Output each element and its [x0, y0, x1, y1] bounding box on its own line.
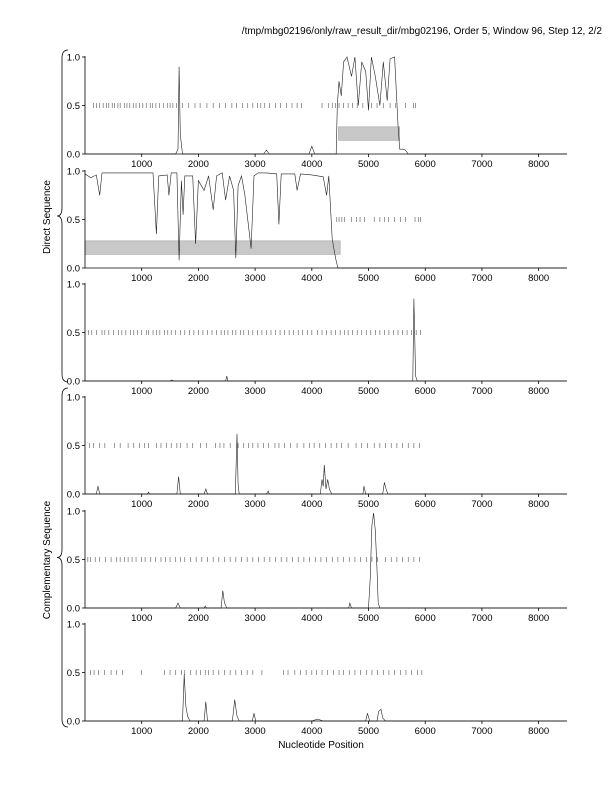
x-tick-label: 3000	[244, 273, 266, 284]
y-tick-label: 1.0	[66, 166, 80, 178]
y-tick-label: 0.5	[66, 101, 80, 112]
x-tick-label: 2000	[187, 159, 209, 170]
x-tick-label: 6000	[414, 386, 436, 397]
y-tick-label: 0.0	[66, 716, 80, 728]
group-label-direct: Direct Sequence	[42, 180, 53, 254]
x-tick-label: 5000	[357, 386, 380, 397]
x-tick-label: 2000	[187, 613, 209, 624]
x-tick-label: 4000	[301, 386, 323, 397]
x-tick-label: 7000	[471, 613, 493, 624]
x-tick-label: 2000	[187, 273, 209, 284]
x-tick-label: 5000	[357, 499, 380, 510]
y-tick-label: 0.5	[66, 328, 80, 339]
x-tick-label: 7000	[471, 159, 493, 170]
x-tick-label: 6000	[414, 499, 436, 510]
y-tick-label: 0.5	[66, 555, 80, 566]
y-tick-label: 1.0	[66, 392, 80, 404]
x-tick-label: 1000	[131, 499, 153, 510]
x-tick-label: 4000	[301, 499, 323, 510]
y-tick-label: 1.0	[66, 279, 80, 291]
orf-box	[338, 127, 399, 141]
series-line	[85, 513, 567, 608]
x-tick-label: 3000	[244, 499, 266, 510]
x-tick-label: 2000	[187, 386, 209, 397]
y-tick-label: 1.0	[66, 506, 80, 518]
x-tick-label: 4000	[301, 159, 323, 170]
x-tick-label: 3000	[244, 726, 266, 737]
y-tick-label: 0.0	[66, 489, 80, 501]
x-tick-label: 1000	[131, 273, 153, 284]
x-tick-label: 4000	[301, 273, 323, 284]
series-line	[85, 674, 567, 721]
y-tick-label: 0.0	[66, 263, 80, 275]
x-tick-label: 4000	[301, 613, 323, 624]
x-tick-label: 8000	[528, 273, 550, 284]
series-line	[85, 299, 567, 381]
x-tick-label: 1000	[131, 613, 153, 624]
x-tick-label: 1000	[131, 386, 153, 397]
y-tick-label: 0.5	[66, 668, 80, 679]
orf-box	[85, 241, 340, 255]
x-tick-label: 7000	[471, 386, 493, 397]
series-line	[85, 434, 567, 494]
x-tick-label: 2000	[187, 726, 209, 737]
page-title: /tmp/mbg02196/only/raw_result_dir/mbg02196, Order 5, Window 96, Step 12, 2/2	[241, 26, 602, 37]
x-tick-label: 8000	[528, 386, 550, 397]
x-tick-label: 5000	[357, 273, 380, 284]
y-tick-label: 0.0	[66, 376, 80, 388]
x-tick-label: 8000	[528, 159, 550, 170]
x-tick-label: 7000	[471, 726, 493, 737]
x-tick-label: 7000	[471, 273, 493, 284]
x-tick-label: 4000	[301, 726, 323, 737]
y-tick-label: 1.0	[66, 619, 80, 631]
x-tick-label: 1000	[131, 159, 153, 170]
y-tick-label: 0.5	[66, 441, 80, 452]
x-tick-label: 8000	[528, 726, 550, 737]
x-tick-label: 8000	[528, 613, 550, 624]
x-tick-label: 3000	[244, 386, 266, 397]
x-tick-label: 3000	[244, 613, 266, 624]
x-tick-label: 6000	[414, 159, 436, 170]
y-tick-label: 0.0	[66, 149, 80, 161]
group-label-complementary: Complementary Sequence	[42, 500, 53, 620]
x-tick-label: 6000	[414, 613, 436, 624]
x-tick-label: 6000	[414, 726, 436, 737]
x-tick-label: 7000	[471, 499, 493, 510]
y-tick-label: 1.0	[66, 52, 80, 64]
x-tick-label: 8000	[528, 499, 550, 510]
x-axis-label: Nucleotide Position	[278, 740, 364, 751]
series-line	[85, 57, 567, 154]
x-tick-label: 6000	[414, 273, 436, 284]
x-tick-label: 3000	[244, 159, 266, 170]
x-tick-label: 5000	[357, 726, 380, 737]
x-tick-label: 2000	[187, 499, 209, 510]
x-tick-label: 5000	[357, 159, 380, 170]
y-tick-label: 0.0	[66, 603, 80, 615]
y-tick-label: 0.5	[66, 215, 80, 226]
x-tick-label: 1000	[131, 726, 153, 737]
x-tick-label: 5000	[357, 613, 380, 624]
